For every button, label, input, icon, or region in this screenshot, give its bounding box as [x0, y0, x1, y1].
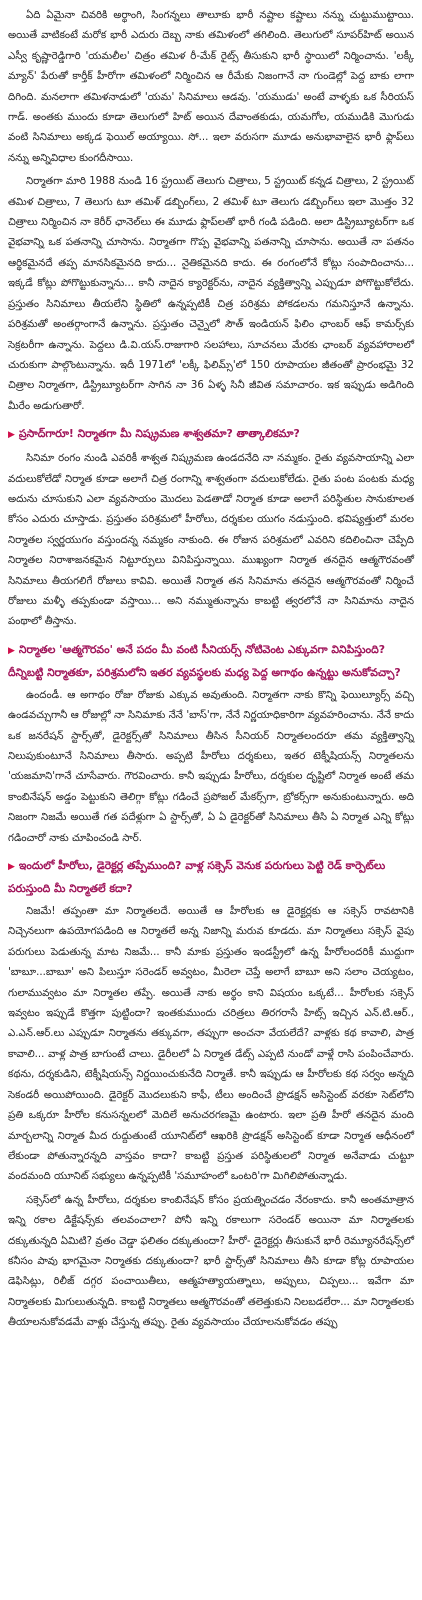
question-text: ఇందులో హీరోలు, డైరెక్టర్ల తప్పేముంది? వాళ్ల సక్సెస్ వెనుక పరుగులు పెట్టి రెడ్ కార్పెట్‌లు పరుస్తుంది మీ నిర్మాతలే కదా?	[8, 859, 386, 896]
triangle-bullet-icon: ▶	[8, 430, 15, 441]
interview-question	[8, 423, 414, 446]
interview-question	[8, 855, 414, 899]
paragraph: సక్సెస్‌లో ఉన్న హీరోలు, దర్శకుల కాంబినేషన్ కోసం ప్రయత్నించడం నేరంకాదు. కానీ అంతమాత్రాన ఇన్ని రకాల డిక్టేషన్స్‌కు తలవంచాలా? పోనీ ఇన్ని రకాలుగా సరెండర్ అయినా మా నిర్మాతలకు దక్కుతున్నది ఏమిటి? వ్రతం చెడ్డా ఫలితం దక్కుతుందా? హీరో- డైరెక్టర్లు తీసుకునే భారీ రెమ్యూనరేషన్స్‌లో కనీసం పావు భాగమైనా నిర్మాతకు దక్కుతుందా? భారీ స్టార్స్‌తో సినిమాలు తీసి కూడా కోట్ల రూపాయల డెఫిసిట్లు, రిలీజ్ దగ్గర పంచాయితీలు, ఆత్మహత్యాయత్నాలు, అప్పులు, చిప్పలు... ఇవేగా మా నిర్మాతలకు మిగులుతున్నది. కాబట్టి నిర్మాతలు ఆత్మగౌరవంతో తలెత్తుకుని నిలబడలేరా... మా నిర్మాతలకు తీయాలనుకోవడమే వాళ్లు చేస్తున్న తప్పు. రైతు వ్యవసాయం చేయాలనుకోవడం తప్పు	[8, 1194, 414, 1329]
paragraph: నిర్మాతగా మారి 1988 నుండి 16 స్ట్రయిట్ తెలుగు చిత్రాలు, 5 స్ట్రయిట్ కన్నడ చిత్రాలు, 2 స్ట్రయిట్ తమిళ చిత్రాలు, 7 తెలుగు టూ తమిళ్ డబ్బింగ్‌లు, 2 తమిళ్ టూ తెలుగు డబ్బింగ్‌లు ఇలా మొత్తం 32 చిత్రాలు నిర్మించిన నా కెరీర్ ఛానెల్‌లు ఈ మూడు ఫ్లాప్‌లతో భారీ గండి పడింది. అలా డిస్ట్రిబ్యూటర్‌గా ఒక వైభవాన్ని ఒక పతనాన్ని చూసాను. నిర్మాతగా గొప్ప వైభవాన్ని పతనాన్ని చూసాను. అయితే నా పతనం ఆర్థికమైనదే తప్ప మానసికమైనది కాదు... నైతికమైనది కాదు. ఈ రంగంలోనే కోట్లు సంపాదించాను... ఇక్కడే కోట్లు పోగొట్టుకున్నాను... కానీ నాదైన క్యారెక్టర్‌ను, నాదైన వ్యక్తిత్వాన్ని ఎప్పుడూ పోగొట్టుకోలేదు. ప్రస్తుతం సినిమాలు తీయలేని స్థితిలో ఉన్నప్పటికీ చిత్ర పరిశ్రమ పోకడలను గమనిస్తూనే ఉన్నాను. పరిశ్రమతో అంతర్గాంగానే ఉన్నాను. ప్రస్తుతం చెన్నైలో సౌత్ ఇండియన్ ఫిలిం ఛాంబర్ ఆఫ్ కామర్స్‌కు సెక్రటరీగా ఉన్నాను. పెద్దలు డి.వి.యస్.రాజుగారి సలహాలు, సూచనలు మేరకు ఛాంబర్ వ్యవహారాలలో చురుకుగా పాల్గొంటున్నాను. ఇదీ 1971లో 'లక్కీ ఫిలిమ్స్'లో 150 రూపాయల జీతంతో ప్రారంభమై 32 చిత్రాల నిర్మాతగా, డిస్ట్రిబ్యూటర్‌గా సాగిన నా 36 ఏళ్ళ సినీ జీవిత సమాచారం. ఇక ఇప్పుడు అడిగింది మీరేం అడుగుతారో.	[8, 176, 414, 412]
triangle-bullet-icon: ▶	[8, 862, 15, 873]
triangle-bullet-icon: ▶	[8, 645, 15, 656]
paragraph: సినిమా రంగం నుండి ఎవరికీ శాశ్వత నిష్క్రమణ ఉండదనేది నా నమ్మకం. రైతు వ్యవసాయాన్ని ఎలా వదులుకోలేడో నిర్మాత కూడా అలాగే చిత్ర రంగాన్ని శాశ్వతంగా వదులుకోలేడు. రైతు పంట పంటకు మధ్య అదును చూసుకుని ఎలా వ్యవసాయం మొదలు పెడతాడో నిర్మాత కూడా అలాగే పరిస్థితుల సానుకూలత కోసం ఎదురు చూస్తాడు. ప్రస్తుతం పరిశ్రమలో హీరోలు, దర్శకుల యుగం నడుస్తుంది. భవిష్యత్తులో మరల నిర్మాతల స్వర్ణయుగం వస్తుందన్న నమ్మకం నాకుంది. ఈ రోజున పరిశ్రమలో ఎవరిని కదిలించినా చెప్పేది నిర్మాతల నిరాశాజనకమైన నిట్టూర్పులు వినిపిస్తున్నాయి. ముఖ్యంగా నిర్మాత తనదైన ఆత్మగౌరవంతో సినిమాలు తీయగలిగే రోజులు కావివి. అయితే నిర్మాత తన సినిమాను తనదైన ఆత్మగౌరవంతో నిర్మించే రోజులు మళ్ళీ తప్పకుండా వస్తాయి... అని నమ్ముతున్నాను కాబట్టి త్వరలోనే నా సినిమాను నాదైన పంథాలో తీస్తాను.	[8, 453, 414, 628]
question-text: నిర్మాతల 'ఆత్మగౌరవం' అనే పదం మీ వంటి సీనియర్స్ నోటివెంట ఎక్కువగా వినిపిస్తుంది? దీన్నిబట్టి నిర్మాతకూ, పరిశ్రమలోని ఇతర వ్యవస్థలకు మధ్య పెద్ద అగాథం ఉన్నట్టు అనుకోవచ్చా?	[8, 642, 401, 679]
paragraph: నిజమే! తప్పంతా మా నిర్మాతలదే. అయితే ఆ హీరోలకు ఆ డైరెక్టర్లకు ఆ సక్సెస్ రావటానికి నిచ్చెనలుగా ఉపయోగపడింది ఆ నిర్మాతలే అన్న నిజాన్ని మరువ కూడదు. మా నిర్మాతలు సక్సెస్ వైపు పరుగులు పెడుతున్న మాట నిజమే... కానీ మాకు ప్రస్తుతం ఇండస్ట్రీలో ఉన్న హీరోలందరికీ ముద్దుగా 'బాబూ...బాబూ' అని పిలుస్తూ సరెండర్ అవ్వటం, మీరెలా చెప్తే అలాగే బాబూ అని సలాం చెయ్యటం, గులామువ్వటం మా నిర్మాతల తప్పే. అయితే నాకు అర్థం కాని విషయం ఒక్కటే... హీరోలకు సక్సెస్ ఇవ్వటం ఇప్పుడే కొత్తగా పుట్టిందా? ఇంతకుముందు చరిత్రలు తిరగరాసే హిట్స్ ఇచ్చిన ఎన్.టి.ఆర్., ఎ.ఎన్.ఆర్.లు ఎప్పుడూ నిర్మాతను తక్కువగా, తప్పుగా అంచనా వేయలేదే? వాళ్లకు కథ కావాలి, పాత్ర కావాలి... వాళ్ల పాత్ర బాగుంటే చాలు. డైరీలలో ఏ నిర్మాత డేట్స్ ఎప్పటి నుండో వాళ్లే రాసి పంపించేవారు. కథను, దర్శకుడిని, టెక్నీషియన్స్ నిర్ణయించుకునేది నిర్మాతే. కానీ ఇప్పుడు ఆ హీరోలకు కథ సర్వం అన్నది సెకండరీ అయిపోయింది. డైరెక్టర్ మొదలుకుని కాఫీ, టీలు అందించే ప్రొడక్షన్ అసిస్టెంట్ వరకూ సెట్‌లోని ప్రతి ఒక్కరూ హీరోల కనుసన్నలలో మెదిలే అనుచరగణమై ఉంటారు. ఇలా ప్రతి హీరో తనదైన మంది మార్బలాన్ని నిర్మాత మీద రుద్దుతుంటే యూనిట్‌లో ఆఖరికి ప్రొడక్షన్ అసిస్టెంట్ కూడా నిర్మాత ఆధీనంలో లేకుండా పోతున్నారన్నది వాస్తవం కాదా? కాబట్టి ప్రస్తుత పరిస్థితులలో నిర్మాత అనేవాడు చుట్టూ వందమంది యూనిట్ సభ్యులు ఉన్నప్పటికీ 'సమూహంలో ఒంటరి'గా మిగిలిపోతున్నాడు.	[8, 906, 414, 1183]
interview-question	[8, 639, 414, 683]
question-text: ప్రసాద్‌గారూ! నిర్మాతగా మీ నిష్క్రమణ శాశ్వతమా? తాత్కాలికమా?	[18, 427, 300, 441]
paragraph: ఉందండీ. ఆ అగాథం రోజు రోజుకు ఎక్కువ అవుతుంది. నిర్మాతగా నాకు కొన్ని ఫెయిల్యూర్స్ వచ్చి ఉండవచ్చుగానీ ఆ రోజుల్లో నా సినిమాకు నేనే 'బాస్'గా, నేనే నిర్ణయాధికారిగా వ్యవహరించాను. నేనే కాదు ఒక జనరేషన్ స్టార్స్‌తో, డైరెక్టర్స్‌తో సినిమాలు తీసిన సీనియర్ నిర్మాతలందరూ తమ వ్యక్తిత్వాన్ని నిలుపుకుంటూనే సినిమాలు తీసారు. అప్పటి హీరోలు దర్శకులు, ఇతర టెక్నీషియన్స్ నిర్మాతలను 'యజమాని'గానే చూసేవారు. గౌరవించారు. కానీ ఇప్పుడు హీరోలు, దర్శకుల దృష్టిలో నిర్మాత అంటే తమ కాంబినేషన్ అడ్డం పెట్టుకుని తెలిగ్గా కోట్లు గడించే ప్రపోజల్ మేకర్స్‌గా, బ్రోకర్స్‌గా అనుకుంటున్నారు. అది నిజంగా నిజమే అయితే గత పదేళ్లుగా ఏ స్టార్స్‌తో, ఏ ఏ డైరెక్టర్‌తో సినిమాలు తీసి ఏ నిర్మాత ఎన్ని కోట్లు గడించారో నాకు చూపించండి సార్.	[8, 689, 414, 844]
paragraph: ఏది ఏమైనా చివరికి అర్థాంగి, సింగన్నలు తాలూకు భారీ నష్టాల కష్టాలు నన్ను చుట్టుముట్టాయి. అయితే వాటికంటే మరోక భారీ ఎదురు దెబ్బ నాకు తమిళంలో తగిలింది. తెలుగులో సూపర్‌హిట్ అయిన ఎస్వీ కృష్ణారెడ్డిగారి 'యమలీల' చిత్రం తమిళ రీ-మేక్ రైట్స్ తీసుకుని భారీ స్థాయిలో నిర్మించాను. 'లక్కీ మ్యాన్' పేరుతో కార్తీక్ హీరోగా తమిళంలో నిర్మించిన ఆ రీమేకు నిజంగానే నా గుండెల్లో పెద్ద బాకు లాగా దిగింది. మనలాగా తమిళనాడులో 'యమ' సినిమాలు ఆడవు. 'యముడు' అంటే వాళ్ళకు ఒక సీరియస్ గాడ్. అంతకు ముందు కూడా తెలుగులో హిట్ అయిన దేవాంతకుడు, యమగోల, యముడికి మొగుడు వంటి సినిమాలు అక్కడ ఫెయిల్ అయ్యాయి. సో... ఇలా వరుసగా మూడు అనుభావాలైన భారీ ఫ్లాప్‌లు నన్ను అన్నివిధాల కుంగదీసాయి.	[8, 10, 414, 164]
